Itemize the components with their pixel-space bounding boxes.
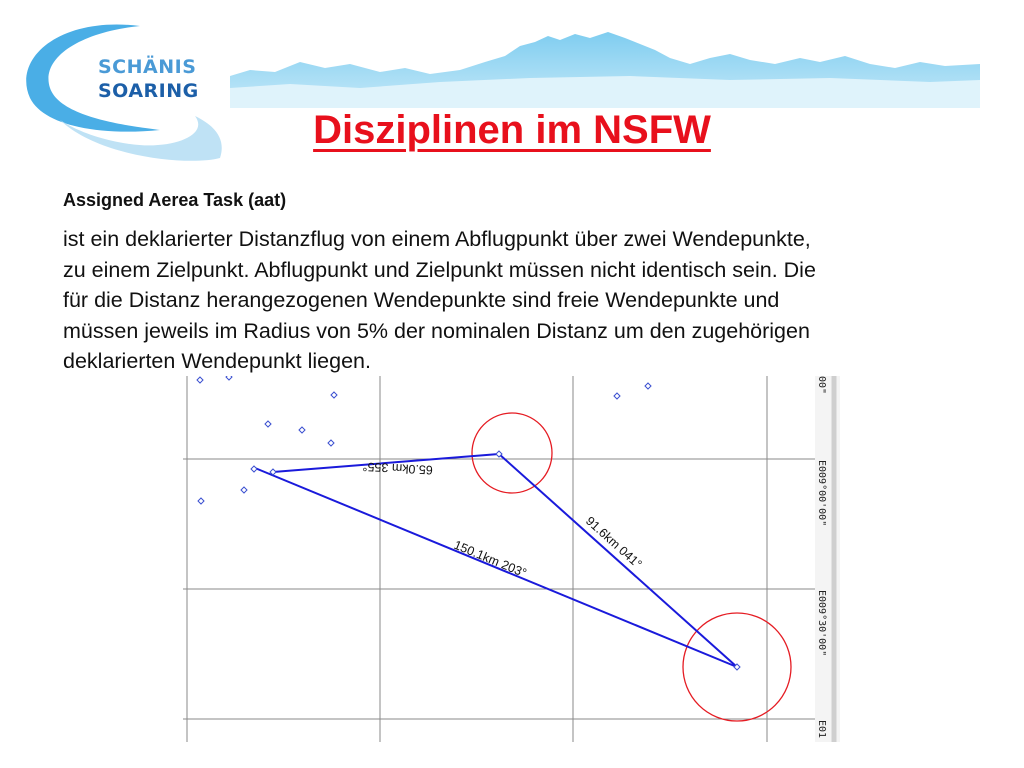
body-line: deklarierten Wendepunkt liegen. [63, 349, 371, 373]
leg-label-1: 65.0km 355° [362, 459, 434, 477]
waypoint-icon [197, 377, 203, 383]
waypoint-icon [265, 421, 271, 427]
logo-line1: SCHÄNIS [98, 56, 197, 78]
mountain-silhouette-icon [230, 28, 980, 108]
axis-label: E01 [816, 720, 827, 739]
logo-line2: SOARING [98, 80, 199, 102]
waypoint-icon [251, 466, 257, 472]
leg-label-3: 150.1km 203° [451, 537, 529, 581]
waypoint-icon [614, 393, 620, 399]
mountain-banner [230, 28, 980, 108]
waypoint-icon [299, 427, 305, 433]
turnpoint-circle [472, 413, 552, 493]
axis-label: E009°30'00" [816, 590, 827, 657]
task-map-drawing [183, 376, 840, 742]
body-line: ist ein deklarierter Distanzflug von einem Abflugpunkt über zwei Wendepunkte, [63, 227, 811, 251]
body-line: zu einem Zielpunkt. Abflugpunkt und Zielpunkt müssen nicht identisch sein. Die [63, 257, 816, 282]
waypoint-icon [241, 487, 247, 493]
body-line: für die Distanz herangezogenen Wendepunkte sind freie Wendepunkte und [63, 288, 780, 312]
slide-title: Disziplinen im NSFW [313, 108, 711, 152]
body-line: müssen jeweils im Radius von 5% der nominalen Distanz um den zugehörigen [63, 318, 810, 343]
waypoint-icon [226, 376, 232, 380]
waypoint-icon [645, 383, 651, 389]
waypoint-icon [328, 440, 334, 446]
leg-label-2: 91.6km 041° [582, 513, 645, 572]
slide-body [63, 224, 963, 377]
axis-label: E009°00'00" [816, 460, 827, 527]
waypoint-icon [331, 392, 337, 398]
slide-subtitle: Assigned Aerea Task (aat) [63, 190, 287, 210]
waypoint-icon [198, 498, 204, 504]
task-map [183, 376, 840, 742]
axis-label-top: 00" [816, 376, 827, 395]
waypoint-markers [197, 376, 740, 670]
